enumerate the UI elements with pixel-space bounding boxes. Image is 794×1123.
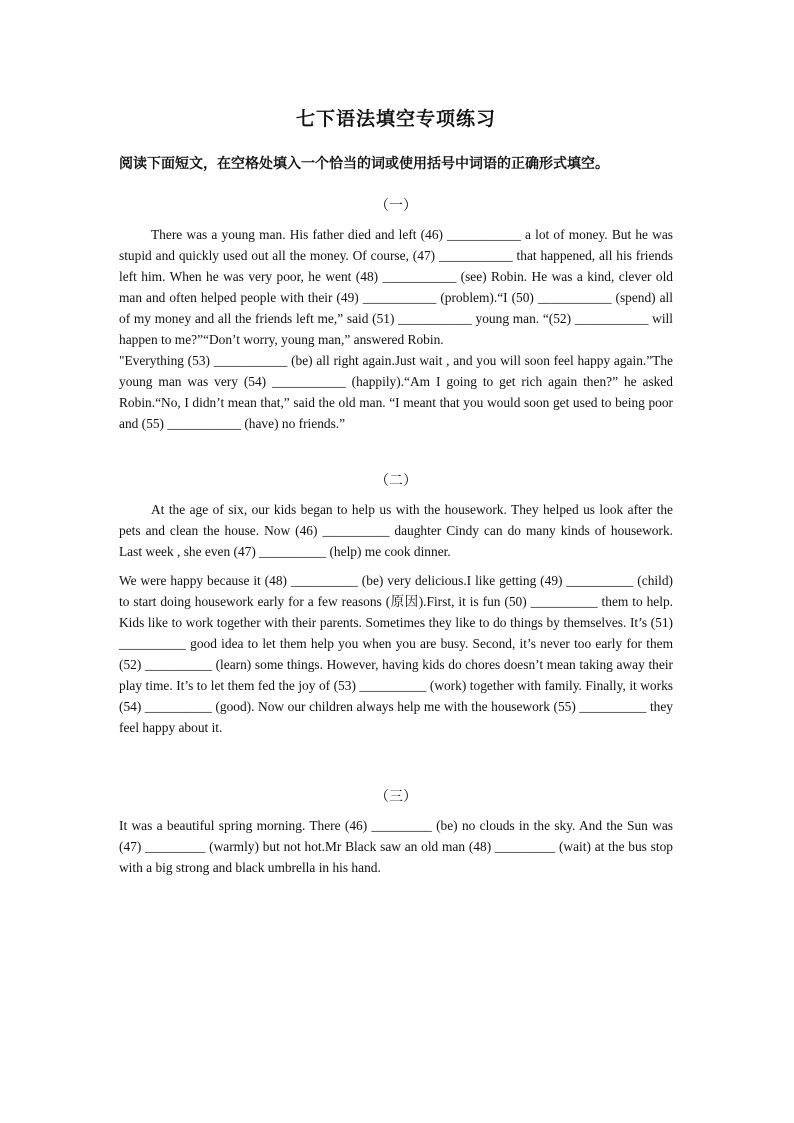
document-title: 七下语法填空专项练习 [295,109,496,130]
section-heading: （二） [375,474,417,489]
section-one [119,195,673,434]
section-heading: （一） [375,199,417,214]
document-page [119,104,673,878]
spacer [119,738,673,786]
spacer [119,434,673,470]
paragraph: It was a beautiful spring morning. There (46) _________ (be) no clouds in the sky. And the Sun was (47) _________ (warmly) but not hot.Mr Black saw an old man (48) _________ (wait) at the bus stop with a big strong and black umbrella in his hand. [119,818,673,875]
paragraph: There was a young man. His father died and left (46) ___________ a lot of money. But he was stupid and quickly used out all the money. Of course, (47) ___________ that happened, all his friends left him. When he was very poor, he went (48) ___________ (see) Robin. He was a kind, clever old man and often helped people with their (49) ___________ (problem).“I (50) ___________ (spend) all of my money and all the friends left me,” said (51) ___________ young man. “(52) ___________ will happen to me?”“Don’t worry, young man,” answered Robin. [119,227,673,347]
paragraph: "Everything (53) ___________ (be) all right again.Just wait , and you will soon feel happy again.”The young man was very (54) ___________ (happily).“Am I going to get rich again then?” he asked Robin.“No, I didn’t mean that,” said the old man. “I meant that you would soon get used to being poor and (55) ___________ (have) no friends.” [119,353,673,431]
section-three [119,786,673,878]
instruction-text: 阅读下面短文，在空格处填入一个恰当的词或使用括号中词语的正确形式填空。 [119,157,609,172]
paragraph: We were happy because it (48) __________ (be) very delicious.I like getting (49) __________ (child) to start doing housework early for a few reasons (原因).First, it is fun (50) __________ them to help. Kids like to work together with their parents. Sometimes they like to do things by themselves. It’s (51) __________ good idea to let them help you when you are busy. Second, it’s never too early for them (52) __________ (learn) some things. However, having kids do chores doesn’t mean taking away their play time. It’s to let them fed the joy of (53) __________ (work) together with family. Finally, it works (54) __________ (good). Now our children always help me with the housework (55) __________ they feel happy about it. [119,573,673,735]
paragraph: At the age of six, our kids began to help us with the housework. They helped us look after the pets and clean the house. Now (46) __________ daughter Cindy can do many kinds of housework. Last week , she even (47) __________ (help) me cook dinner. [119,502,673,559]
section-heading: （三） [375,790,417,805]
section-two [119,470,673,738]
